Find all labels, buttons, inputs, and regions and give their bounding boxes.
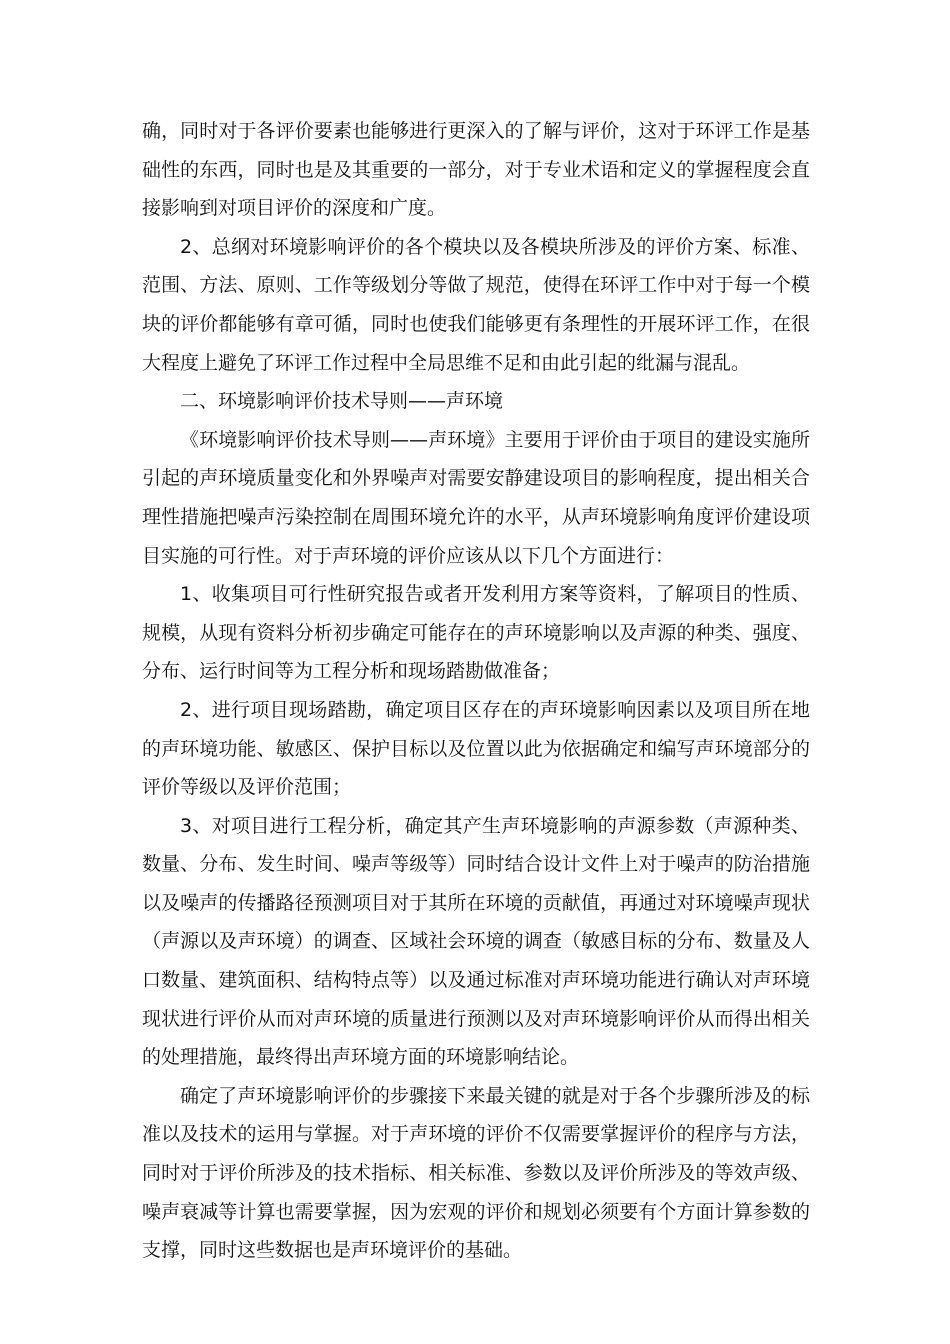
paragraph-intro: 《环境影响评价技术导则——声环境》主要用于评价由于项目的建设实施所引起的声环境质量变化和外界噪声对需要安静建设项目的影响程度，提出相关合理性措施把噪声污染控制在周围环境允许的水平，从声环境影响角度评价建设项目实施的可行性。对于声环境的评价应该从以下几个方面进行： [142,428,810,567]
paragraph-continuation: 确，同时对于各评价要素也能够进行更深入的了解与评价，这对于环评工作是基础性的东西，同时也是及其重要的一部分，对于专业术语和定义的掌握程度会直接影响到对项目评价的深度和广度。 [142,120,810,220]
paragraph-step-2: 2、进行项目现场踏勘，确定项目区存在的声环境影响因素以及项目所在地的声环境功能、敏感区、保护目标以及位置以此为依据确定和编写声环境部分的评价等级以及评价范围； [142,698,810,799]
document-body [142,112,810,1270]
section-heading: 二、环境影响评价技术导则——声环境 [180,390,504,413]
paragraph-step-1: 1、收集项目可行性研究报告或者开发利用方案等资料，了解项目的性质、规模，从现有资料分析初步确定可能存在的声环境影响以及声源的种类、强度、分布、运行时间等为工程分析和现场踏勘做准备； [142,583,810,683]
paragraph-step-3: 3、对项目进行工程分析，确定其产生声环境影响的声源参数（声源种类、数量、分布、发生时间、噪声等级等）同时结合设计文件上对于噪声的防治措施以及噪声的传播路径预测项目对于其所在环境的贡献值，再通过对环境噪声现状（声源以及声环境）的调查、区域社会环境的调查（敏感目标的分布、数量及人口数量、建筑面积、结构特点等）以及通过标准对声环境功能进行确认对声环境现状进行评价从而对声环境的质量进行预测以及对声环境影响评价从而得出相关的处理措施，最终得出声环境方面的环境影响结论。 [142,814,810,1069]
paragraph-item-2: 2、总纲对环境影响评价的各个模块以及各模块所涉及的评价方案、标准、范围、方法、原则、工作等级划分等做了规范，使得在环评工作中对于每一个模块的评价都能够有章可循，同时也使我们能够更有条理性的开展环评工作，在很大程度上避免了环评工作过程中全局思维不足和由此引起的纰漏与混乱。 [142,235,810,374]
paragraph-conclusion: 确定了声环境影响评价的步骤接下来最关键的就是对于各个步骤所涉及的标准以及技术的运用与掌握。对于声环境的评价不仅需要掌握评价的程序与方法，同时对于评价所涉及的技术指标、相关标准、参数以及评价所涉及的等效声级、噪声衰减等计算也需要掌握，因为宏观的评价和规划必须要有个方面计算参数的支撑，同时这些数据也是声环境评价的基础。 [142,1084,810,1262]
